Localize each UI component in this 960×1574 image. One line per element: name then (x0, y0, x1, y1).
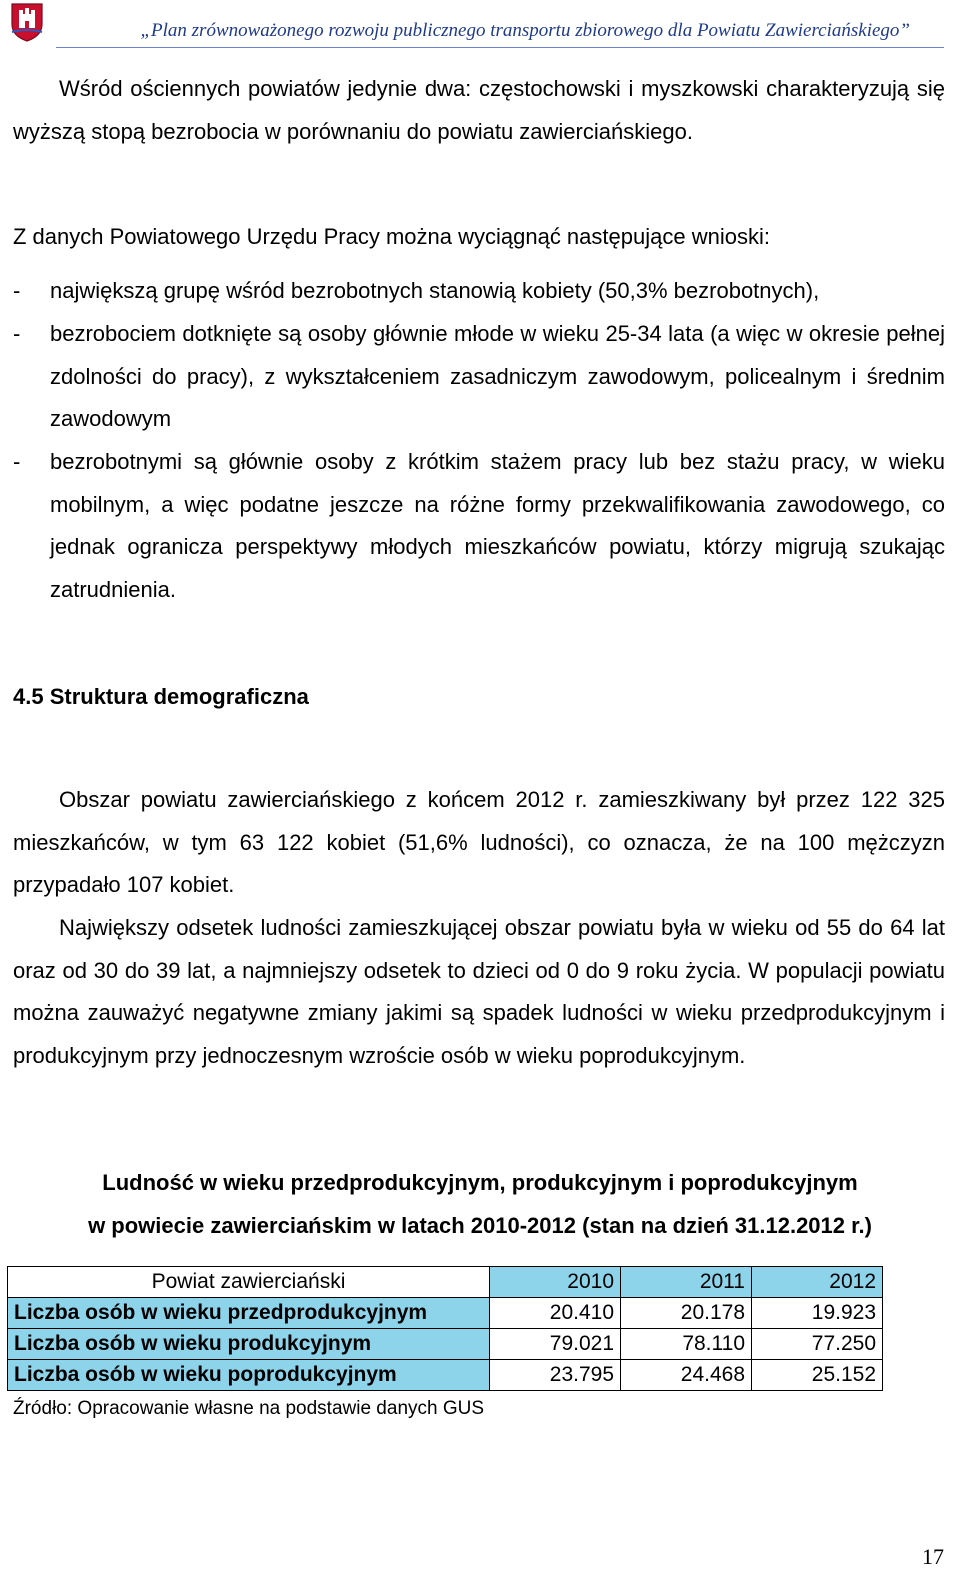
row-label: Liczba osób w wieku produkcyjnym (8, 1329, 490, 1360)
table-header-cell: 2012 (752, 1267, 883, 1298)
table-cell: 24.468 (621, 1360, 752, 1391)
table-row (8, 1360, 883, 1391)
header-divider (56, 47, 944, 48)
table-cell: 23.795 (490, 1360, 621, 1391)
paragraph-age-structure: Największy odsetek ludności zamieszkującej obszar powiatu była w wieku od 55 do 64 lat oraz od 30 do 39 lat, a najmniejszy odsetek to dzieci od 0 do 9 roku życia. W populacji powiatu można zauważyć negatywne zmiany jakimi są spadek ludności w wieku przedprodukcyjnym i produkcyjnym przy jednoczesnym wzroście osób w wieku poprodukcyjnym. (13, 915, 945, 1068)
population-table (7, 1266, 883, 1391)
table-caption-line2: w powiecie zawierciańskim w latach 2010-2012 (stan na dzień 31.12.2012 r.) (88, 1213, 872, 1238)
table-cell: 77.250 (752, 1329, 883, 1360)
list-dash: - (13, 278, 21, 303)
table-cell: 20.178 (621, 1298, 752, 1329)
list-item-text: największą grupę wśród bezrobotnych stanowią kobiety (50,3% bezrobotnych), (50, 278, 820, 303)
list-dash: - (13, 449, 21, 474)
row-label: Liczba osób w wieku przedprodukcyjnym (8, 1298, 490, 1329)
table-header-cell: Powiat zawierciański (8, 1267, 490, 1298)
list-dash: - (13, 321, 21, 346)
document-title: „Plan zrównoważonego rozwoju publicznego transportu zbiorowego dla Powiatu Zawierciańskiego” (140, 20, 910, 41)
table-row (8, 1329, 883, 1360)
row-label: Liczba osób w wieku poprodukcyjnym (8, 1360, 490, 1391)
table-source-note: Źródło: Opracowanie własne na podstawie danych GUS (13, 1398, 485, 1419)
paragraph-conclusions-intro: Z danych Powiatowego Urzędu Pracy można wyciągnąć następujące wnioski: (13, 224, 770, 249)
paragraph-neighbouring-counties: Wśród ościennych powiatów jedynie dwa: częstochowski i myszkowski charakteryzują się wyższą stopą bezrobocia w porównaniu do powiatu zawierciańskiego. (13, 76, 945, 144)
section-title: 4.5 Struktura demograficzna (13, 684, 309, 709)
table-cell: 20.410 (490, 1298, 621, 1329)
table-cell: 79.021 (490, 1329, 621, 1360)
page-header (0, 0, 960, 50)
table-cell: 19.923 (752, 1298, 883, 1329)
page-number: 17 (922, 1544, 944, 1569)
table-cell: 25.152 (752, 1360, 883, 1391)
list-item-text: bezrobociem dotknięte są osoby głównie młode w wieku 25-34 lata (a więc w okresie pełnej zdolności do pracy), z wykształceniem zasadniczym zawodowym, policealnym i średnim zawodowym (50, 321, 945, 431)
table-header-row (8, 1267, 883, 1298)
table-cell: 78.110 (621, 1329, 752, 1360)
table-caption-line1: Ludność w wieku przedprodukcyjnym, produkcyjnym i poprodukcyjnym (102, 1170, 858, 1195)
coat-of-arms-icon (10, 2, 44, 42)
paragraph-population: Obszar powiatu zawierciańskiego z końcem 2012 r. zamieszkiwany był przez 122 325 mieszkańców, w tym 63 122 kobiet (51,6% ludności), co oznacza, że na 100 mężczyzn przypadało 107 kobiet. (13, 787, 945, 897)
table-header-cell: 2010 (490, 1267, 621, 1298)
list-item-text: bezrobotnymi są głównie osoby z krótkim stażem pracy lub bez stażu pracy, w wieku mobilnym, a więc podatne jeszcze na różne formy przekwalifikowania zawodowego, co jednak ogranicza perspektywy młodych mieszkańców powiatu, którzy migrują szukając zatrudnienia. (50, 449, 945, 602)
table-row (8, 1298, 883, 1329)
table-header-cell: 2011 (621, 1267, 752, 1298)
